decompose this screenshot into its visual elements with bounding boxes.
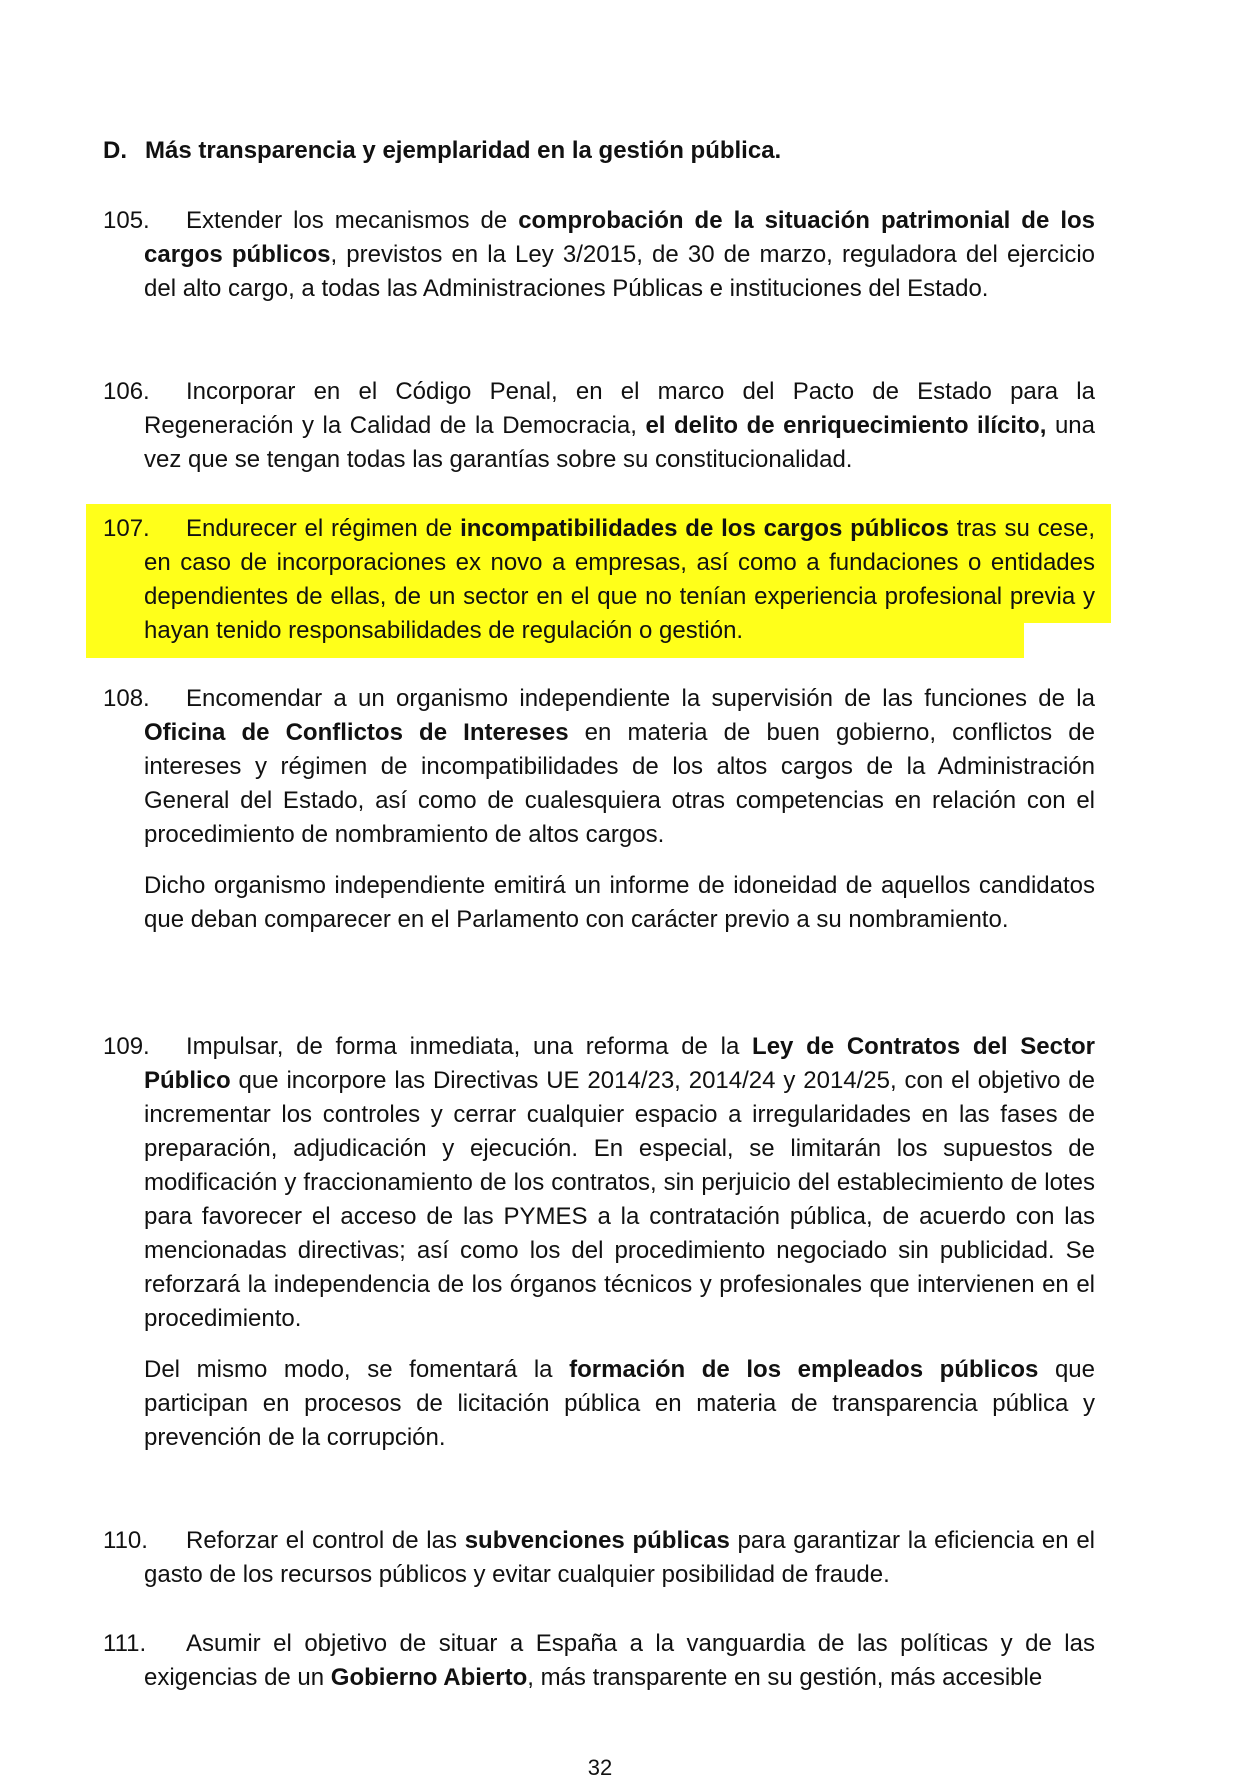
para-segment: una vez que se tengan todas las garantías sobre su constitucionalidad. [144, 412, 1095, 473]
measure-paragraph [103, 204, 1095, 306]
measure-number: 108. [103, 685, 150, 712]
measure-number: 110. [103, 1527, 148, 1554]
measure-108 [103, 682, 1095, 937]
measure-number: 109. [103, 1033, 150, 1060]
measure-paragraph [103, 1030, 1095, 1336]
measure-111 [103, 1627, 1095, 1695]
measure-paragraph [103, 1524, 1095, 1592]
section-heading [103, 134, 1103, 168]
measure-106 [103, 375, 1095, 477]
measure-109 [103, 1030, 1095, 1455]
bold-segment: comprobación de la situación patrimonial de los cargos públicos [144, 207, 1096, 268]
para-segment: , más transparente en su gestión, más accesible [527, 1664, 1043, 1691]
para-segment: Extender los mecanismos de [186, 207, 519, 234]
bold-segment: el delito de enriquecimiento ilícito, [645, 412, 1047, 439]
measure-number: 111. [103, 1630, 147, 1657]
measure-paragraph [103, 1627, 1095, 1695]
para-segment: que incorpore las Directivas UE 2014/23, 2014/24 y 2014/25, con el objetivo de incrementar los controles y cerrar cualquier espacio a irregularidades en las fases de preparación, adjudicación y ejecución. En especial, se limitarán los supuestos de modificación y fraccionamiento de los contratos, sin perjuicio del establecimiento de lotes para favorecer el acceso de las PYMES a la contratación pública, de acuerdo con las mencionadas directivas; así como los del procedimiento negociado sin publicidad. Se reforzará la independencia de los órganos técnicos y profesionales que intervienen en el procedimiento. [144, 1067, 1095, 1332]
bold-segment: Gobierno Abierto [330, 1664, 528, 1691]
measure-number: 105. [103, 207, 150, 234]
bold-segment: incompatibilidades de los cargos públicos [460, 515, 949, 542]
measure-paragraph [103, 512, 1095, 648]
page-number: 32 [587, 1755, 613, 1780]
bold-segment: Ley de Contratos del Sector Público [144, 1033, 1095, 1094]
measure-110 [103, 1524, 1095, 1592]
para-segment: en materia de buen gobierno, conflictos de intereses y régimen de incompatibilidades de los altos cargos de la Administración General del Estado, así como de cualesquiera otras competencias en relación con el procedimiento de nombramiento de altos cargos. [144, 719, 1095, 848]
section-letter: D. [103, 137, 127, 164]
measure-107 [103, 512, 1095, 648]
measure-number: 107. [103, 515, 150, 542]
para-segment: que participan en procesos de licitación pública en materia de transparencia pública y prevención de la corrupción. [144, 1356, 1095, 1451]
measure-number: 106. [103, 378, 150, 405]
measure-paragraph [103, 375, 1095, 477]
para-segment: Endurecer el régimen de [186, 515, 461, 542]
para-segment: tras su cese, en caso de incorporaciones ex novo a empresas, así como a fundaciones o entidades dependientes de ellas, de un sector en el que no tenían experiencia profesional previa y hayan tenido responsabilidades de regulación o gestión. [144, 515, 1095, 644]
para-segment: , previstos en la Ley 3/2015, de 30 de marzo, reguladora del ejercicio del alto cargo, a todas las Administraciones Públicas e instituciones del Estado. [144, 241, 1095, 302]
bold-segment: Oficina de Conflictos de Intereses [144, 719, 569, 746]
bold-segment: formación de los empleados públicos [569, 1356, 1039, 1383]
measure-paragraph-continued [103, 869, 1095, 937]
para-segment: Dicho organismo independiente emitirá un informe de idoneidad de aquellos candidatos que deban comparecer en el Parlamento con carácter previo a su nombramiento. [144, 872, 1095, 933]
para-segment: Encomendar a un organismo independiente la supervisión de las funciones de la [186, 685, 1095, 712]
measure-paragraph-continued [103, 1353, 1095, 1455]
para-segment: Del mismo modo, se fomentará la [144, 1356, 570, 1383]
para-segment: Impulsar, de forma inmediata, una reforma de la [186, 1033, 753, 1060]
measure-105 [103, 204, 1095, 306]
para-segment: Reforzar el control de las [186, 1527, 465, 1554]
para-segment: para garantizar la eficiencia en el gasto de los recursos públicos y evitar cualquier posibilidad de fraude. [144, 1527, 1095, 1588]
measure-paragraph [103, 682, 1095, 852]
para-segment: Asumir el objetivo de situar a España a la vanguardia de las políticas y de las exigencias de un [144, 1630, 1095, 1691]
section-title: Más transparencia y ejemplaridad en la gestión pública. [145, 137, 782, 164]
bold-segment: subvenciones públicas [464, 1527, 730, 1554]
para-segment: Incorporar en el Código Penal, en el marco del Pacto de Estado para la Regeneración y la Calidad de la Democracia, [144, 378, 1095, 439]
